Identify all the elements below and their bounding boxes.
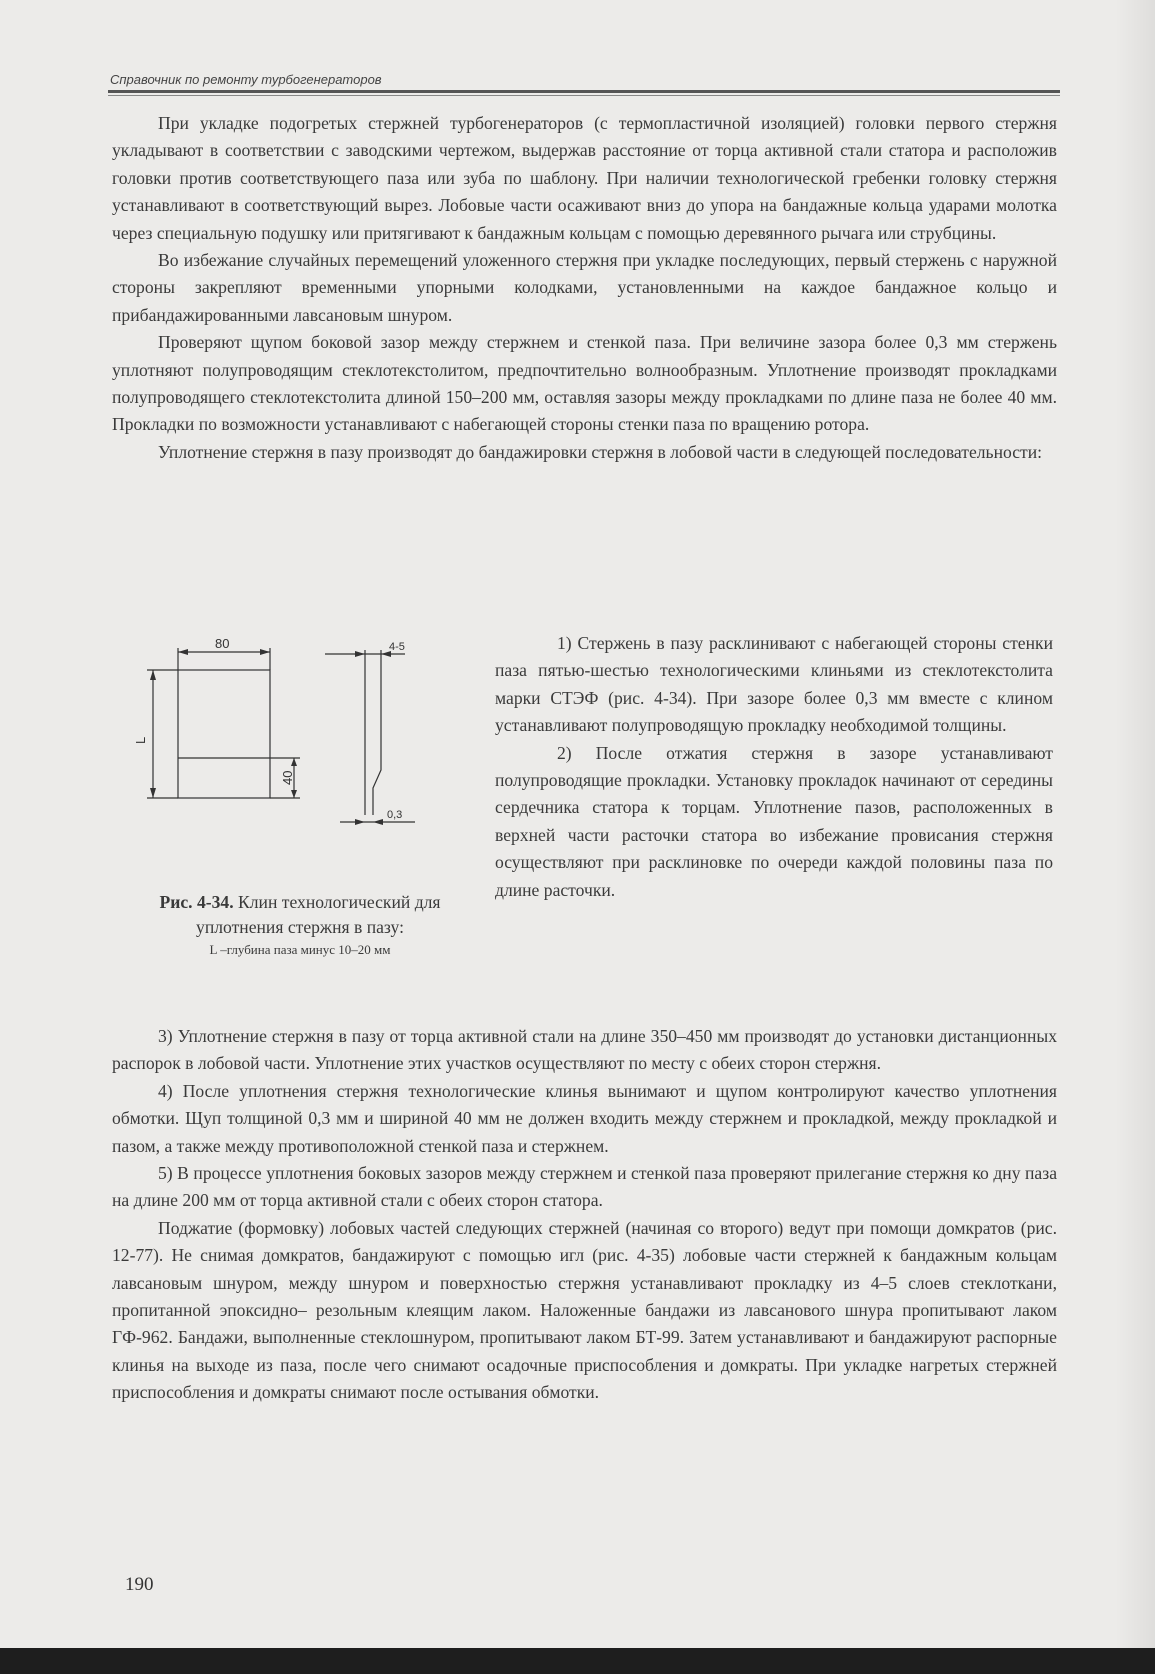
page-shadow	[1115, 0, 1155, 1674]
paragraph: 1) Стержень в пазу расклинивают с набегающей стороны стенки паза пятью-шестью технологическими клиньями из стеклотекстолита марки СТЭФ (рис. 4-34). При зазоре более 0,3 мм вместе с клином устанавливают полупроводящую прокладку необходимой толщины.	[495, 633, 1053, 736]
paragraph: 2) После отжатия стержня в зазоре устанавливают полупроводящие прокладки. Установку прокладок начинают от середины сердечника статора к торцам. Уплотнение пазов, расположенных в верхней части расточки статора во избежание провисания стержня осуществляют при расклиновке по очереди каждой половины паза по длине расточки.	[495, 742, 1053, 900]
scan-edge	[0, 1648, 1155, 1674]
dim-label-width: 80	[215, 636, 230, 651]
figure-caption	[140, 890, 460, 960]
paragraph: 3) Уплотнение стержня в пазу от торца активной стали на длине 350–450 мм производят до установки дистанционных распорок в лобовой части. Уплотнение этих участков осуществляют по месту с обеих сторон стержня.	[112, 1026, 1057, 1074]
body-text-top	[112, 110, 1057, 466]
wedge-front-view	[178, 670, 270, 798]
paragraph: Поджатие (формовку) лобовых частей следующих стержней (начиная со второго) ведут при помощи домкратов (рис. 12-77). Не снимая домкратов, бандажируют с помощью игл (рис. 4-35) лобовые части стержней к бандажным кольцам лавсановым шнуром, между шнуром и поверхностью стержня устанавливают прокладку из 4–5 слоев стеклоткани, пропитанной эпоксидно– резольным клеящим лаком. Наложенные бандажи из лавсанового шнура пропитывают лаком ГФ-962. Бандажи, выполненные стеклошнуром, пропитывают лаком БТ-99. Затем устанавливают и бандажируют распорные клинья на выходе из паза, после чего снимают осадочные приспособления и домкраты. При укладке нагретых стержней приспособления и домкраты снимают после остывания обмотки.	[112, 1217, 1057, 1403]
running-header: Справочник по ремонту турбогенераторов	[110, 72, 382, 87]
caption-note: L –глубина паза минус 10–20 мм	[209, 942, 391, 957]
paragraph: Во избежание случайных перемещений уложенного стержня при укладке последующих, первый стержень с наружной стороны закрепляют временными упорными колодками, установленными на каждое бандажное кольцо и прибандажированными лавсановым шнуром.	[112, 250, 1057, 325]
paragraph: 5) В процессе уплотнения боковых зазоров между стержнем и стенкой паза проверяют прилегание стержня ко дну паза на длине 200 мм от торца активной стали с обеих сторон статора.	[112, 1163, 1057, 1211]
dim-label-tip: 0,3	[387, 809, 403, 821]
page-number: 190	[125, 1574, 154, 1595]
dim-label-thick: 4-5	[389, 641, 405, 653]
caption-label: Рис. 4-34.	[159, 892, 234, 912]
figure-wedge-drawing	[133, 636, 465, 890]
caption-text: Клин технологический для уплотнения стержня в пазу:	[196, 892, 441, 937]
dim-label-height: L	[133, 736, 148, 744]
wedge-drawing	[133, 636, 465, 890]
dim-label-bottom: 40	[280, 770, 295, 785]
body-text-bottom	[112, 1023, 1057, 1407]
header-rule-thin	[108, 95, 1060, 96]
paragraph: 4) После уплотнения стержня технологические клинья вынимают и щупом контролируют качество уплотнения обмотки. Щуп толщиной 0,3 мм и шириной 40 мм не должен входить между стержнем и прокладкой, между прокладкой и пазом, а также между противоположной стенкой паза и стержнем.	[112, 1080, 1057, 1156]
paragraph: Уплотнение стержня в пазу производят до бандажировки стержня в лобовой части в следующей последовательности:	[158, 441, 1043, 462]
paragraph: При укладке подогретых стержней турбогенераторов (с термопластичной изоляцией) головки первого стержня укладывают в соответствии с заводскими чертежом, выдержав расстояние от торца активной стали статора и расположив головки против соответствующего паза или зуба по шаблону. При наличии технологической гребенки головку стержня устанавливают в соответствующий вырез. Лобовые части осаживают вниз до упора на бандажные кольца ударами молотка через специальную подушку или притягивают к бандажным кольцам с помощью деревянного рычага или струбцины.	[112, 113, 1057, 243]
body-text-wrapped	[495, 630, 1053, 904]
header-rule	[108, 90, 1060, 93]
paragraph: Проверяют щупом боковой зазор между стержнем и стенкой паза. При величине зазора более 0,3 мм стержень уплотняют полупроводящим стеклотекстолитом, предпочтительно волнообразным. Уплотнение производят прокладками полупроводящего стеклотекстолита длиной 150–200 мм, оставляя зазоры между прокладками по длине паза не более 40 мм. Прокладки по возможности устанавливают с набегающей стороны стенки паза по вращению ротора.	[112, 332, 1057, 435]
wedge-side-view	[365, 650, 381, 815]
